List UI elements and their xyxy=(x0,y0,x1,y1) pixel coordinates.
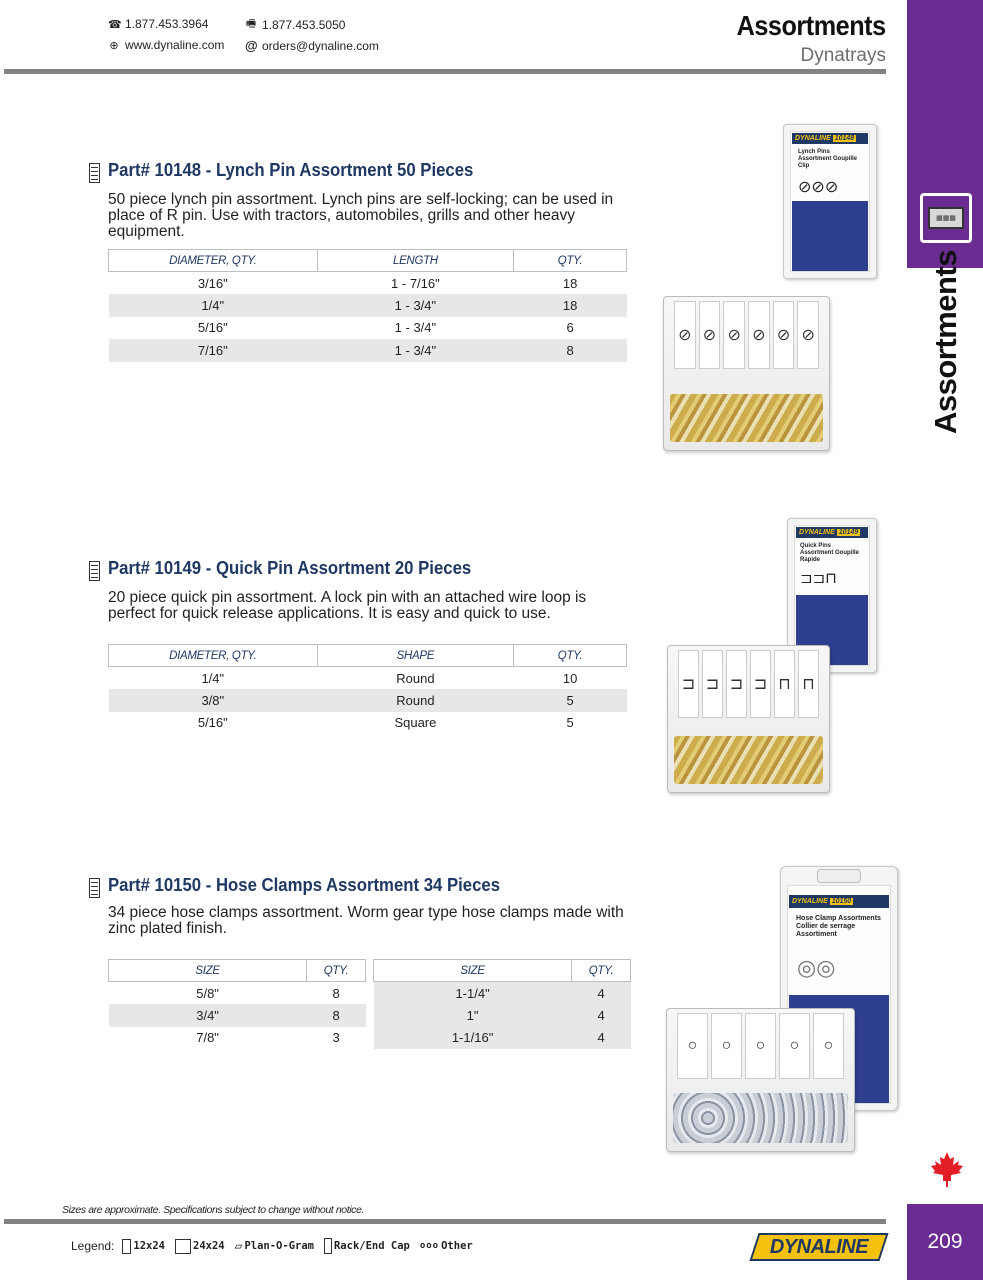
rack-end-cap-icon xyxy=(89,878,100,898)
table-cell: 1-1/16" xyxy=(374,1027,572,1050)
table-row xyxy=(109,1004,366,1027)
table-cell: 1 - 3/4" xyxy=(317,294,514,317)
quick-pin-tray-image: ⊐ ⊐ ⊐ ⊐ ⊓ ⊓ xyxy=(667,645,830,793)
rack-end-cap-icon xyxy=(324,1238,332,1254)
lynch-pin-icon: ⊘⊘⊘ xyxy=(798,179,839,196)
canada-maple-leaf-icon xyxy=(929,1150,965,1193)
table-header: QTY. xyxy=(307,960,366,982)
table-cell: 5 xyxy=(566,715,574,731)
footer-divider xyxy=(4,1219,886,1224)
tray-12x24-icon xyxy=(122,1239,131,1254)
website-link[interactable]: www.dynaline.com xyxy=(125,38,225,52)
lynch-pin-package-image: DYNALINE 10148 Lynch Pins Assortment Goupille Clip ⊘⊘⊘ xyxy=(783,124,877,279)
table-cell: 4 xyxy=(572,982,631,1005)
legend-item-12x24: 12x24 xyxy=(122,1239,165,1254)
table-row xyxy=(109,689,627,712)
table-cell: 3/4" xyxy=(109,1004,307,1027)
table-row xyxy=(109,317,627,340)
table-row xyxy=(109,667,627,690)
table-cell: 1" xyxy=(374,1004,572,1027)
table-cell: 3 xyxy=(332,1030,340,1046)
package-part-number: 10150 xyxy=(831,898,852,905)
table-row xyxy=(109,294,627,317)
table-cell: 3/16" xyxy=(197,275,228,291)
package-label: Hose Clamp Assortments Collier de serrage Assortiment xyxy=(796,915,881,938)
page-number: 209 xyxy=(907,1204,983,1280)
product-title-10148: Part# 10148 - Lynch Pin Assortment 50 Pieces xyxy=(108,160,474,180)
legend-item-plan-o-gram: ▱ Plan-O-Gram xyxy=(234,1238,314,1254)
table-cell: 8 xyxy=(514,339,627,362)
legend-item-other: ooo Other xyxy=(419,1240,473,1252)
legend xyxy=(71,1238,479,1254)
table-cell: 8 xyxy=(332,985,340,1001)
page-title: Assortments xyxy=(736,10,886,41)
table-cell: 10 xyxy=(562,670,578,686)
table-cell: 18 xyxy=(514,294,627,317)
fax-icon: 🖷 xyxy=(245,18,257,30)
table-cell: 5 xyxy=(514,689,627,712)
table-header: SIZE xyxy=(374,960,572,982)
product-title-10149: Part# 10149 - Quick Pin Assortment 20 Pieces xyxy=(108,558,472,578)
table-cell: 5/16" xyxy=(197,320,228,336)
table-header: DIAMETER, QTY. xyxy=(109,645,318,667)
side-tab-label: Assortments xyxy=(928,250,963,434)
table-row xyxy=(109,339,627,362)
table-cell: 4 xyxy=(572,1004,631,1027)
email-contact xyxy=(245,38,379,53)
tray-24x24-icon xyxy=(175,1239,191,1254)
table-cell: 1/4" xyxy=(109,294,318,317)
table-header: DIAMETER, QTY. xyxy=(109,250,318,272)
hose-clamp-package-image: DYNALINE 10150 Hose Clamp Assortments Collier de serrage Assortiment ◎◎ xyxy=(780,866,898,1111)
fax-number: 1.877.453.5050 xyxy=(262,17,346,32)
phone-icon: ☎ xyxy=(108,18,122,31)
table-cell: 1/4" xyxy=(201,670,225,686)
table-cell: 1 - 3/4" xyxy=(394,320,437,336)
spec-table-10149 xyxy=(108,644,627,734)
legend-item-24x24: 24x24 xyxy=(175,1239,225,1254)
disclaimer-text: Sizes are approximate. Specifications subject to change without notice. xyxy=(62,1204,364,1216)
table-cell: Square xyxy=(394,715,437,731)
table-cell: 8 xyxy=(307,1004,366,1027)
package-label: Lynch Pins Assortment Goupille Clip xyxy=(798,149,858,169)
table-header: SHAPE xyxy=(317,645,514,667)
globe-icon: ⊕ xyxy=(109,39,119,52)
product-title-10150: Part# 10150 - Hose Clamps Assortment 34 Pieces xyxy=(108,875,501,895)
product-description-10149: 20 piece quick pin assortment. A lock pin with an attached wire loop is perfect for quick release applications. It is easy and quick to use. xyxy=(108,589,587,622)
table-row xyxy=(109,982,366,1005)
spec-table-10150-a xyxy=(108,959,366,1049)
product-description-10150: 34 piece hose clamps assortment. Worm gear type hose clamps made with zinc plated finish. xyxy=(108,904,624,937)
legend-label: Legend: xyxy=(71,1239,115,1253)
table-header: SIZE xyxy=(109,960,307,982)
package-label: Quick Pins Assortment Goupille Rapide xyxy=(800,543,860,563)
table-cell: 5/16" xyxy=(197,715,228,731)
table-cell: Round xyxy=(396,670,435,686)
table-cell: 5/8" xyxy=(196,985,219,1001)
table-row xyxy=(374,1027,631,1050)
table-cell: 4 xyxy=(572,1027,631,1050)
table-cell: 7/16" xyxy=(109,339,318,362)
dynaline-logo: DYNALINE xyxy=(749,1233,888,1261)
phone-number: 1.877.453.3964 xyxy=(125,17,209,31)
table-cell: 7/8" xyxy=(196,1030,219,1046)
table-cell: 3/8" xyxy=(109,689,318,712)
phone-contact xyxy=(108,17,208,31)
page-subtitle: Dynatrays xyxy=(800,45,886,66)
table-cell: 1-1/4" xyxy=(374,982,572,1005)
other-icon: ooo xyxy=(419,1241,440,1251)
dynatray-icon: ▦▦▦ xyxy=(920,193,972,243)
table-header: QTY. xyxy=(514,645,627,667)
legend-item-rack-end-cap: Rack/End Cap xyxy=(324,1238,410,1254)
rack-end-cap-icon xyxy=(89,163,100,183)
table-header: QTY. xyxy=(572,960,631,982)
table-header: LENGTH xyxy=(317,250,514,272)
table-cell: 1 - 7/16" xyxy=(391,275,440,291)
table-cell: 6 xyxy=(566,320,574,336)
product-description-10148: 50 piece lynch pin assortment. Lynch pins are self-locking; can be used in place of R pin. Use with tractors, automobiles, grills and other heavy equipment. xyxy=(108,191,614,240)
header-divider xyxy=(4,69,886,74)
table-cell: Round xyxy=(317,689,514,712)
hose-clamp-icon: ◎◎ xyxy=(797,955,836,980)
table-row xyxy=(374,982,631,1005)
fax-contact xyxy=(245,15,345,34)
plan-o-gram-icon: ▱ xyxy=(234,1238,243,1254)
table-header: QTY. xyxy=(514,250,627,272)
table-row xyxy=(374,1004,631,1027)
table-row xyxy=(109,712,627,735)
website-contact xyxy=(108,38,224,52)
quick-pin-package-image: DYNALINE 10149 Quick Pins Assortment Goupille Rapide ⊐⊐⊓ xyxy=(787,518,877,673)
spec-table-10150-b xyxy=(373,959,631,1049)
hose-clamp-tray-image: ○ ○ ○ ○ ○ xyxy=(666,1008,855,1152)
lynch-pin-tray-image: ⊘ ⊘ ⊘ ⊘ ⊘ ⊘ xyxy=(663,296,830,451)
rack-end-cap-icon xyxy=(89,561,100,581)
spec-table-10148 xyxy=(108,249,627,362)
at-icon: @ xyxy=(245,38,258,53)
table-row xyxy=(109,1027,366,1050)
table-cell: 1 - 3/4" xyxy=(317,339,514,362)
email-link[interactable]: orders@dynaline.com xyxy=(262,38,379,53)
table-row xyxy=(109,272,627,295)
quick-pin-icon: ⊐⊐⊓ xyxy=(800,570,837,587)
table-cell: 18 xyxy=(562,275,578,291)
